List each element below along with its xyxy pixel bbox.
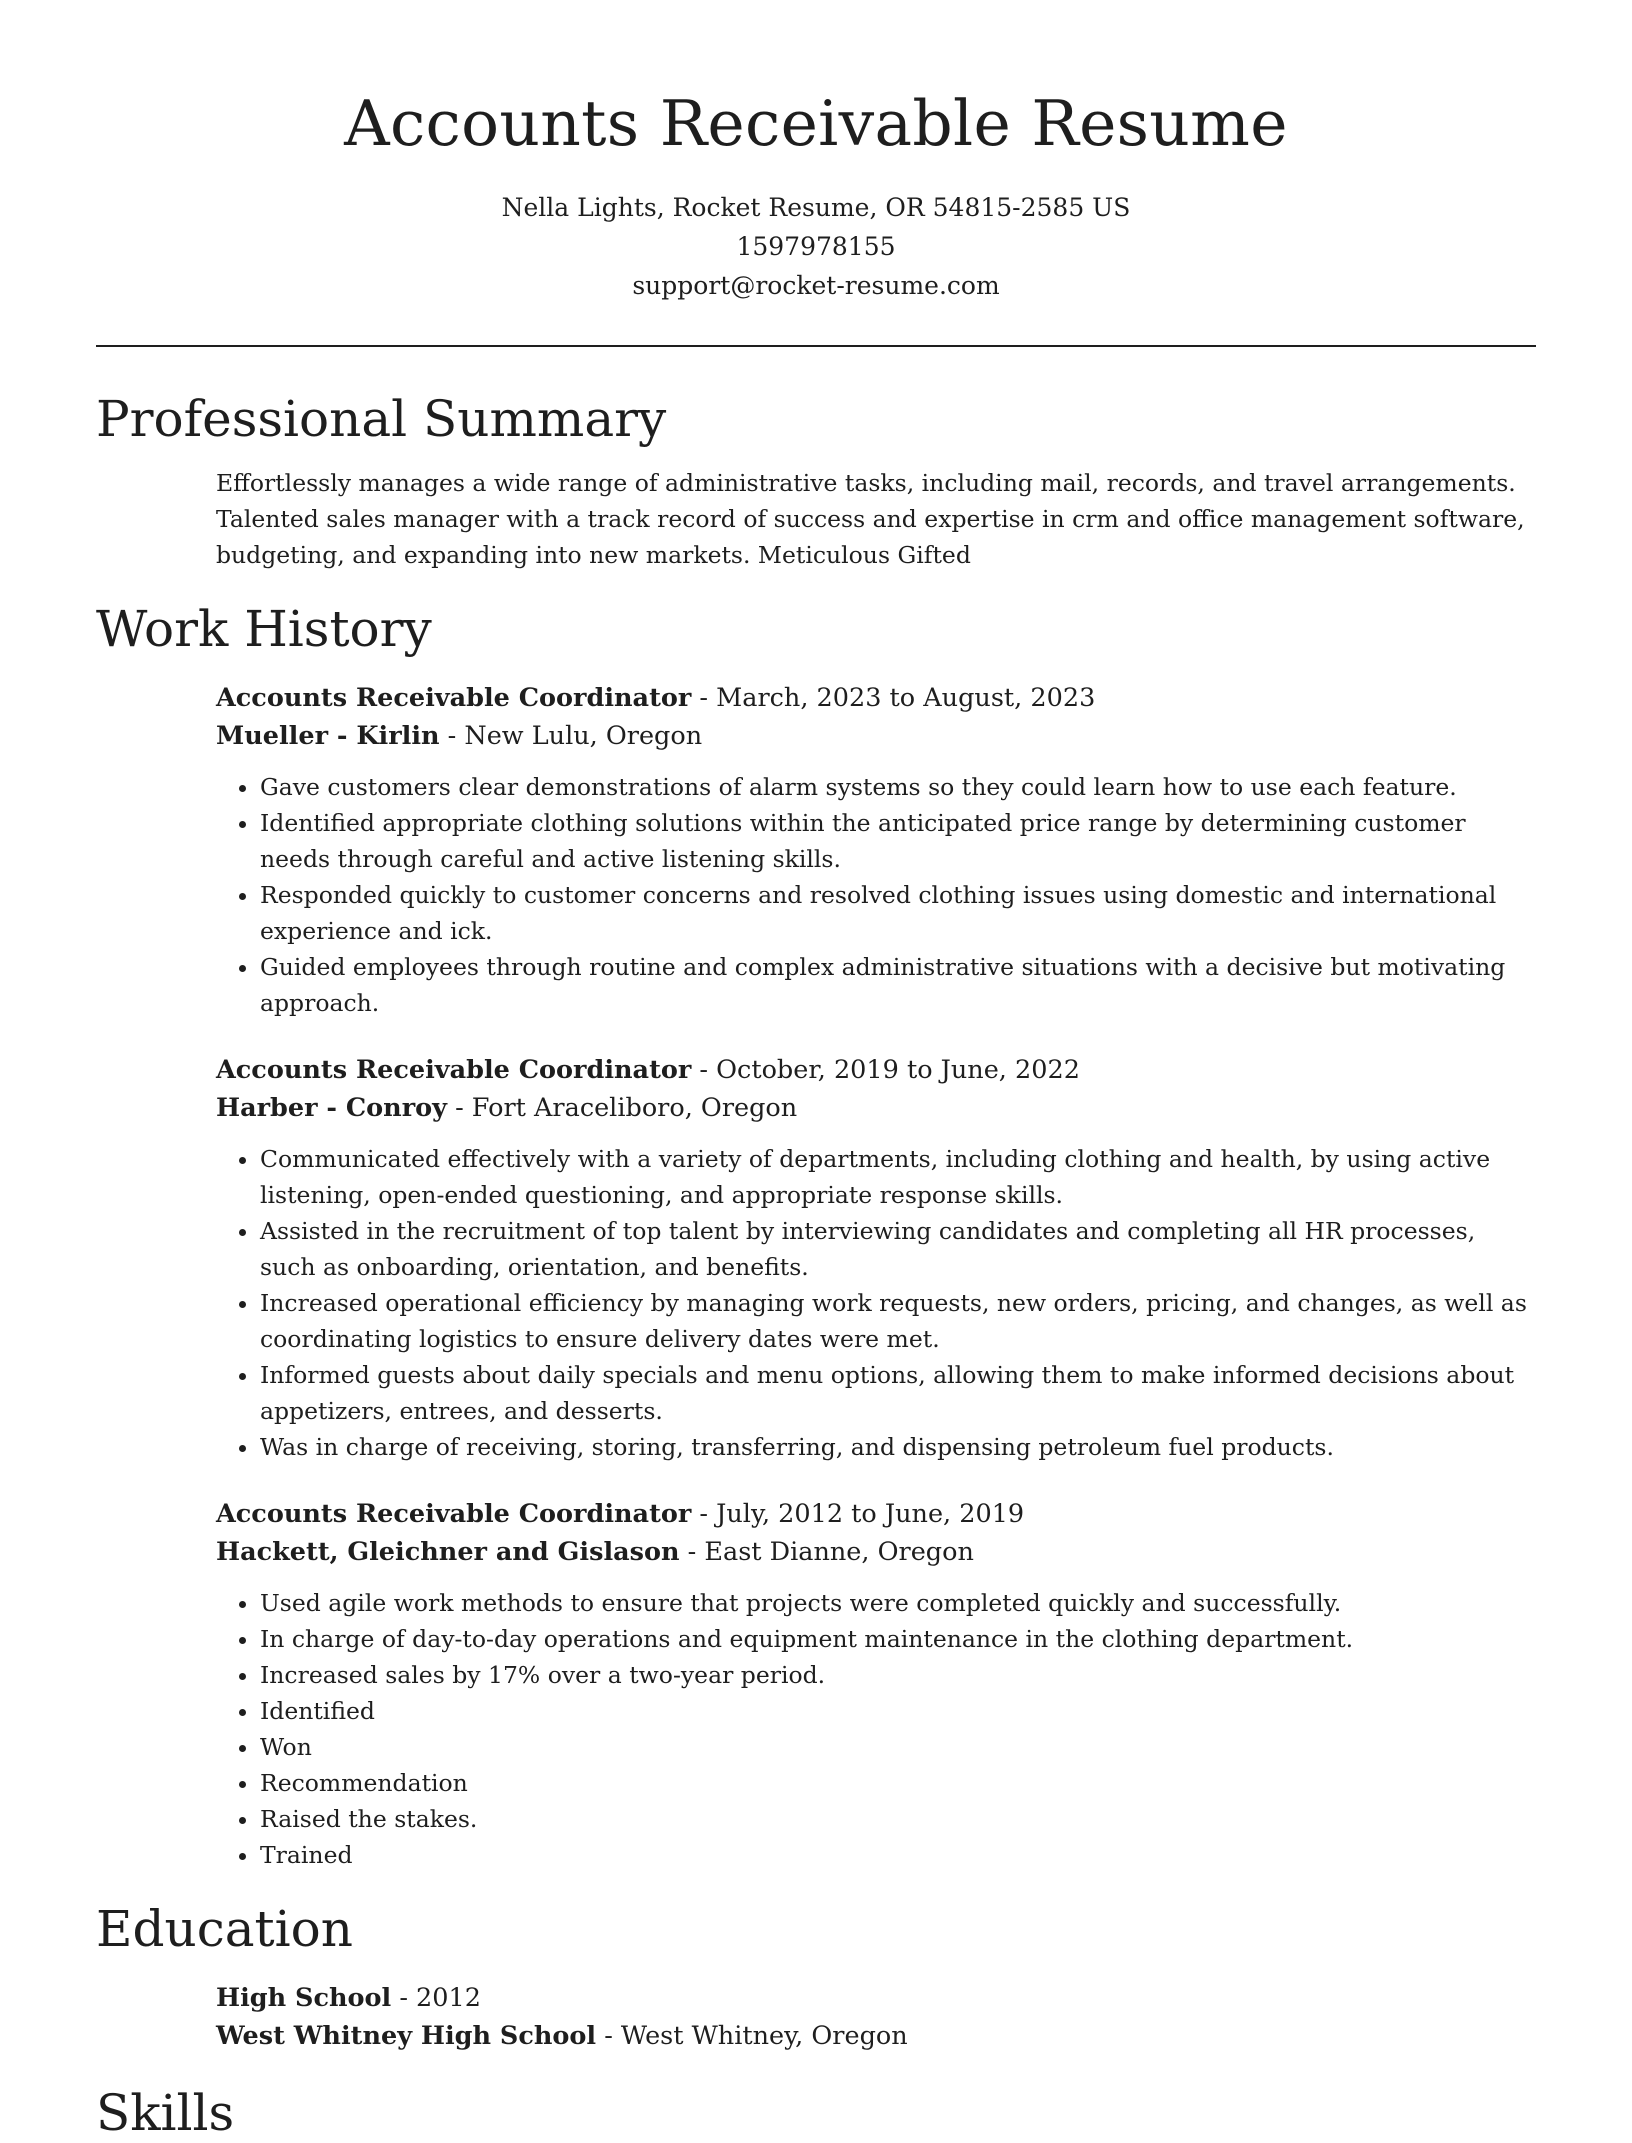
- job-bullet: • Gave customers clear demonstrations of alarm systems so they could learn how to use each feature.: [260, 769, 1536, 805]
- job-entry: [216, 679, 1536, 1021]
- job-company: Mueller - Kirlin: [216, 720, 440, 751]
- job-location: - New Lulu, Oregon: [439, 720, 703, 751]
- job-company-line: [216, 717, 1536, 755]
- job-entry: [216, 1495, 1536, 1873]
- resume-title: Accounts Receivable Resume: [344, 87, 1288, 160]
- job-bullet: • Increased operational efficiency by managing work requests, new orders, pricing, and changes, as well as coordinating logistics to ensure delivery dates were met.: [260, 1285, 1536, 1357]
- summary-heading: Professional Summary: [96, 389, 667, 448]
- skills-heading: Skills: [96, 2083, 235, 2142]
- job-bullets: [216, 1585, 1536, 1873]
- job-role-line: [216, 1495, 1536, 1533]
- resume-header: [96, 0, 1536, 305]
- job-bullet: • Was in charge of receiving, storing, transferring, and dispensing petroleum fuel products.: [260, 1429, 1536, 1465]
- job-role: Accounts Receivable Coordinator: [216, 1054, 692, 1085]
- job-bullet: • Raised the stakes.: [260, 1801, 1536, 1837]
- job-bullets: [216, 769, 1536, 1021]
- job-company: Hackett, Gleichner and Gislason: [216, 1536, 680, 1567]
- job-bullet: • Informed guests about daily specials and menu options, allowing them to make informed decisions about appetizers, entrees, and desserts.: [260, 1357, 1536, 1429]
- resume-page: [96, 0, 1536, 2143]
- job-bullets: [216, 1141, 1536, 1465]
- contact-address: Nella Lights, Rocket Resume, OR 54815-2585 US: [501, 192, 1131, 222]
- education-entry: [216, 1979, 1536, 2055]
- education-year: - 2012: [391, 1982, 481, 2013]
- job-bullet: • Recommendation: [260, 1765, 1536, 1801]
- job-role: Accounts Receivable Coordinator: [216, 1498, 692, 1529]
- job-company-line: [216, 1533, 1536, 1571]
- contact-email: support@rocket-resume.com: [632, 270, 1000, 300]
- education-degree-line: [216, 1979, 1536, 2017]
- contact-info: [96, 188, 1536, 305]
- job-bullet: • In charge of day-to-day operations and equipment maintenance in the clothing department.: [260, 1621, 1536, 1657]
- job-bullet: • Increased sales by 17% over a two-year period.: [260, 1657, 1536, 1693]
- job-role-line: [216, 1051, 1536, 1089]
- header-divider: [96, 345, 1536, 347]
- education-degree: High School: [216, 1982, 392, 2013]
- education-location: - West Whitney, Oregon: [596, 2020, 908, 2051]
- job-bullet: • Assisted in the recruitment of top talent by interviewing candidates and completing all HR processes, such as onboarding, orientation, and benefits.: [260, 1213, 1536, 1285]
- education-heading: Education: [96, 1899, 353, 1958]
- job-bullet: • Used agile work methods to ensure that projects were completed quickly and successfully.: [260, 1585, 1536, 1621]
- education-school-line: [216, 2017, 1536, 2055]
- job-bullet: • Trained: [260, 1837, 1536, 1873]
- summary-text: Effortlessly manages a wide range of administrative tasks, including mail, records, and travel arrangements. Talented sales manager with a track record of success and expertise in crm and office management software, budgeting, and expanding into new markets. Meticulous Gifted: [216, 468, 1525, 569]
- job-bullet: • Guided employees through routine and complex administrative situations with a decisive but motivating approach.: [260, 949, 1536, 1021]
- job-entry: [216, 1051, 1536, 1465]
- job-company-line: [216, 1089, 1536, 1127]
- job-bullet: • Identified: [260, 1693, 1536, 1729]
- job-bullet: • Responded quickly to customer concerns and resolved clothing issues using domestic and international experience and ick.: [260, 877, 1536, 949]
- job-dates: - March, 2023 to August, 2023: [691, 682, 1096, 713]
- job-location: - East Dianne, Oregon: [679, 1536, 974, 1567]
- job-bullet: • Won: [260, 1729, 1536, 1765]
- job-role: Accounts Receivable Coordinator: [216, 682, 692, 713]
- job-bullet: • Communicated effectively with a variety of departments, including clothing and health, by using active listening, open-ended questioning, and appropriate response skills.: [260, 1141, 1536, 1213]
- work-history-heading: Work History: [96, 599, 432, 658]
- job-role-line: [216, 679, 1536, 717]
- job-bullet: • Identified appropriate clothing solutions within the anticipated price range by determining customer needs through careful and active listening skills.: [260, 805, 1536, 877]
- contact-phone: 1597978155: [736, 231, 896, 261]
- job-dates: - October, 2019 to June, 2022: [691, 1054, 1080, 1085]
- job-location: - Fort Araceliboro, Oregon: [446, 1092, 798, 1123]
- job-company: Harber - Conroy: [216, 1092, 447, 1123]
- job-dates: - July, 2012 to June, 2019: [691, 1498, 1025, 1529]
- education-school: West Whitney High School: [216, 2020, 597, 2051]
